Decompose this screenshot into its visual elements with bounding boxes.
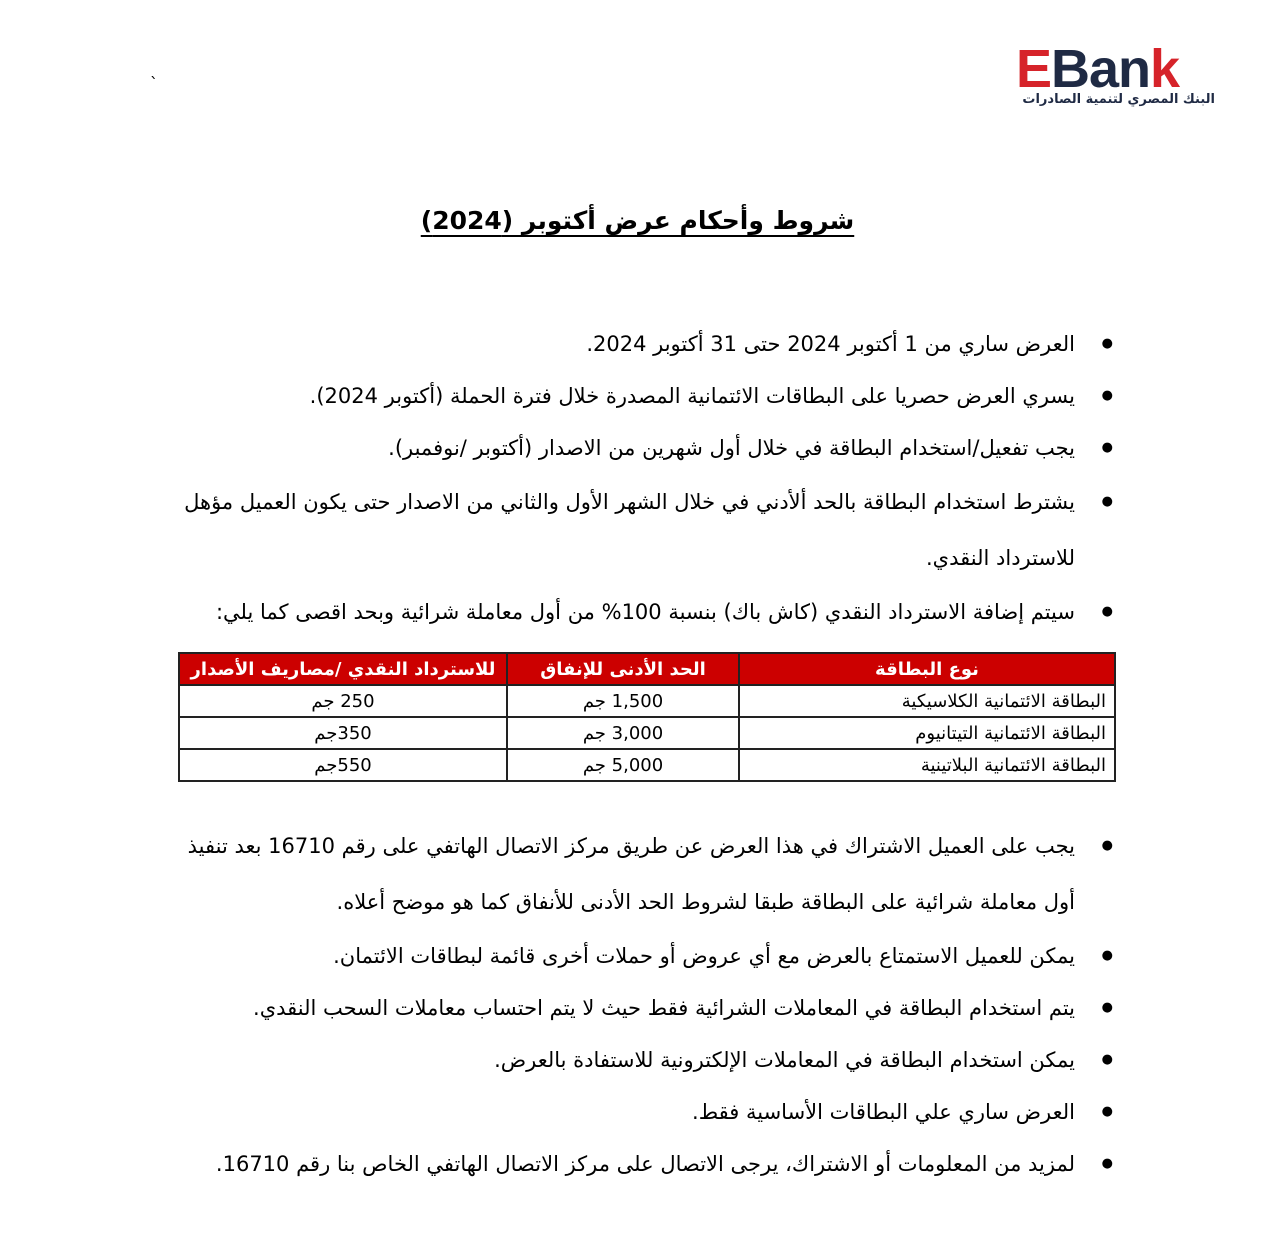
table-row	[179, 749, 1115, 781]
cashback-cell: 350جم	[179, 717, 507, 749]
term-item: ● يمكن استخدام البطاقة في المعاملات الإلكترونية للاستفادة بالعرض.	[155, 1034, 1075, 1086]
term-item: ● يجب على العميل الاشتراك في هذا العرض عن طريق مركز الاتصال الهاتفي على رقم 16710 بعد تنفيذ أول معاملة شرائية على البطاقة طبقا لشروط الحد الأدنى للأنفاق كما هو موضح أعلاه.	[155, 818, 1075, 930]
cashback-table	[178, 652, 1116, 782]
header-min-spend: الحد الأدنى للإنفاق	[507, 653, 739, 685]
ebank-logo	[1016, 39, 1221, 112]
term-item: ● يتم استخدام البطاقة في المعاملات الشرائية فقط حيث لا يتم احتساب معاملات السحب النقدي.	[155, 982, 1075, 1034]
terms-list-bottom	[155, 818, 1075, 1190]
card-type-cell: البطاقة الائتمانية الكلاسيكية	[739, 685, 1115, 717]
logo-wordmark	[1016, 39, 1221, 99]
term-item: ● يجب تفعيل/استخدام البطاقة في خلال أول شهرين من الاصدار (أكتوبر /نوفمبر).	[155, 422, 1075, 474]
term-item: ● يسري العرض حصريا على البطاقات الائتمانية المصدرة خلال فترة الحملة (أكتوبر 2024).	[155, 370, 1075, 422]
card-type-cell: البطاقة الائتمانية التيتانيوم	[739, 717, 1115, 749]
stray-mark: `	[150, 74, 158, 93]
terms-list-top	[155, 318, 1075, 638]
term-item: ● لمزيد من المعلومات أو الاشتراك، يرجى الاتصال على مركز الاتصال الهاتفي الخاص بنا رقم 16710.	[155, 1138, 1075, 1190]
min-spend-cell: 5,000 جم	[507, 749, 739, 781]
term-item: ● يشترط استخدام البطاقة بالحد ألأدني في خلال الشهر الأول والثاني من الاصدار حتى يكون العميل مؤهل للاسترداد النقدي.	[155, 474, 1075, 586]
term-item: ● العرض ساري علي البطاقات الأساسية فقط.	[155, 1086, 1075, 1138]
logo-ban: Ban	[1051, 39, 1151, 99]
header-card-type: نوع البطاقة	[739, 653, 1115, 685]
logo-e: E	[1016, 39, 1052, 99]
term-item: ● العرض ساري من 1 أكتوبر 2024 حتى 31 أكتوبر 2024.	[155, 318, 1075, 370]
logo-k: k	[1150, 39, 1180, 99]
table-row	[179, 685, 1115, 717]
min-spend-cell: 1,500 جم	[507, 685, 739, 717]
min-spend-cell: 3,000 جم	[507, 717, 739, 749]
logo-subtitle: البنك المصري لتنمية الصادرات	[1022, 92, 1215, 107]
document-title: شروط وأحكام عرض أكتوبر (2024)	[420, 206, 855, 235]
header-cashback: للاسترداد النقدي /مصاريف الأصدار	[179, 653, 507, 685]
cashback-cell: 550جم	[179, 749, 507, 781]
table-header-row	[179, 653, 1115, 685]
term-item: ● يمكن للعميل الاستمتاع بالعرض مع أي عروض أو حملات أخرى قائمة لبطاقات الائتمان.	[155, 930, 1075, 982]
table-row	[179, 717, 1115, 749]
term-item: ● سيتم إضافة الاسترداد النقدي (كاش باك) بنسبة 100% من أول معاملة شرائية وبحد اقصى كما يلي:	[155, 586, 1075, 638]
cashback-cell: 250 جم	[179, 685, 507, 717]
card-type-cell: البطاقة الائتمانية البلاتينية	[739, 749, 1115, 781]
